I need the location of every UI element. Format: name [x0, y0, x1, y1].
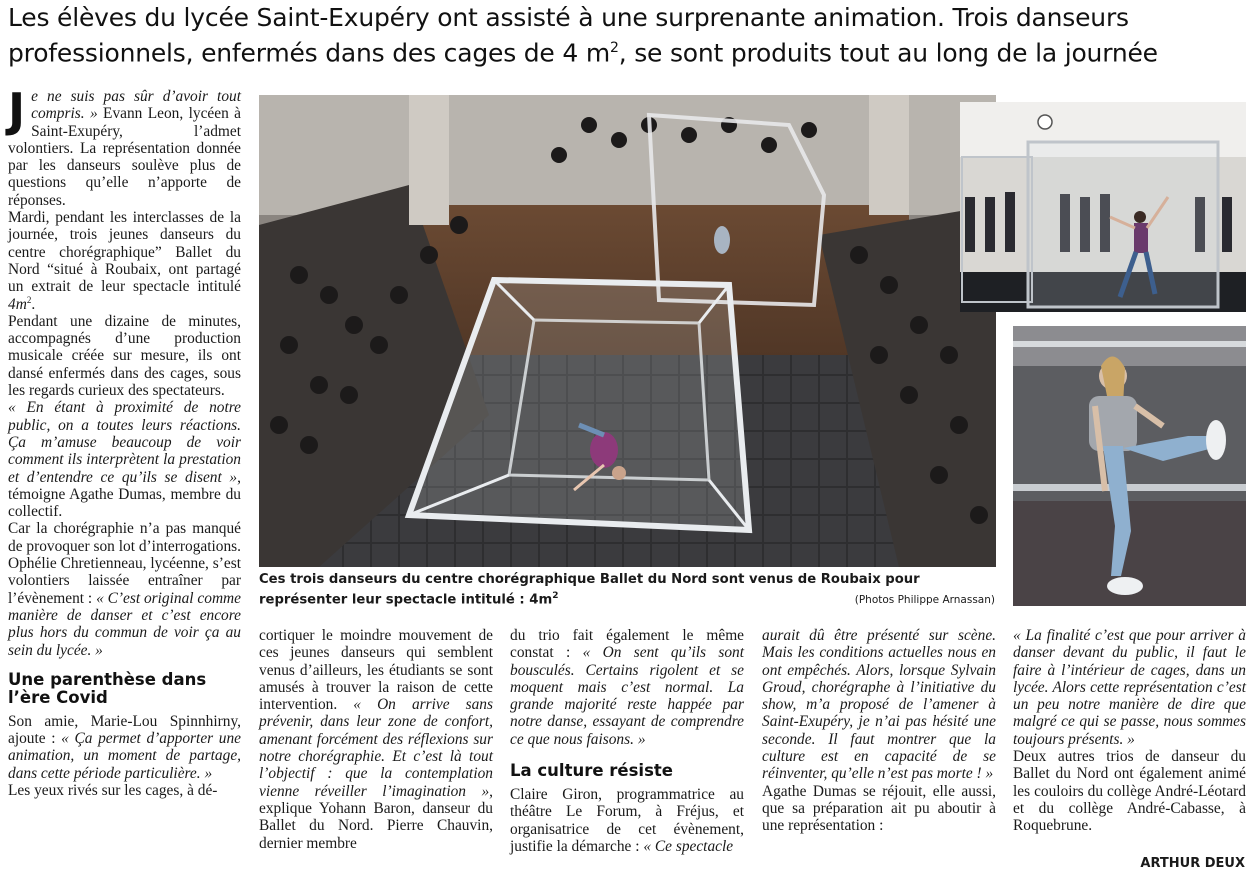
caption-text: Ces trois danseurs du centre chorégraphique Ballet du Nord sont venus de Roubaix pour représenter leur spectacle intitulé : 4m	[259, 572, 920, 608]
paragraph-6	[8, 713, 241, 782]
paragraph-5-text: Car la chorégraphie n’a pas manqué de provoquer son lot d’interrogations. Ophélie Chretienneau, lycéenne, s’est volontiers laissée entraîner par l’évènement :	[8, 520, 241, 607]
article-column-1	[8, 83, 242, 799]
column-4-paragraph-2: Agathe Dumas se réjouit, elle aussi, que sa préparation ait pu aboutir à une représentation :	[762, 782, 996, 835]
drop-cap: J	[8, 83, 26, 137]
quote-pierre: « On sent qu’ils sont bousculés. Certains rigolent et se moquent mais c’est normal. La grande majorité reste happée par notre danse, essayant de comprendre ce que nous faisons. »	[510, 644, 744, 748]
column-3-paragraph	[510, 627, 744, 748]
intro-paragraph	[8, 83, 242, 209]
main-photo	[259, 95, 996, 567]
paragraph-2-text: Mardi, pendant les interclasses de la journée, trois jeunes danseurs du centre chorégraphique” Ballet du Nord “situé à Roubaix, ont partagé un extrait de leur spectacle intitulé	[8, 209, 241, 296]
headline-line-2a: professionnels, enfermés dans des cages de 4 m	[8, 38, 610, 68]
author-byline: ARTHUR DEUX	[1140, 856, 1245, 871]
quote-ophelie: « C’est original comme manière de danser et c’est encore plus hors du commun de voir ça au sein du lycée. »	[8, 589, 242, 659]
subheading-culture: La culture résiste	[510, 761, 673, 781]
main-photo-illustration	[259, 95, 996, 567]
paragraph-2	[8, 209, 241, 313]
paragraph-2-end: .	[31, 295, 36, 313]
article-column-3	[510, 627, 744, 855]
quote-evann: e ne suis pas sûr d’avoir tout compris. »	[31, 88, 241, 123]
paragraph-4	[8, 399, 241, 520]
headline	[8, 2, 1248, 68]
article-column-2	[259, 627, 493, 852]
column-3-text-2: Claire Giron, programmatrice au théâtre Le Forum, à Fréjus, et organisatrice de cet évènement, justifie la démarche :	[510, 786, 744, 855]
headline-line-1: Les élèves du lycée Saint-Exupéry ont assisté à une surprenante animation. Trois danseurs	[8, 3, 1129, 32]
column-3-paragraph-2	[510, 786, 744, 855]
quote-claire-start: « Ce spectacle	[643, 837, 734, 855]
headline-line-2	[8, 33, 1248, 68]
headline-sup: 2	[609, 40, 619, 56]
article-column-5	[1013, 627, 1246, 835]
quote-claire-continued: aurait dû être présenté sur scène. Mais les conditions actuelles nous en ont empêchés. Alors, lorsque Sylvain Groud, chorégraphe à l’initiative du show, m’a proposé de l’amener à Saint-Exupéry, je n’ai pas hésité une seconde. Il faut montrer que la culture est en capacité de se réinventer, qu’elle n’est pas morte ! »	[762, 627, 996, 783]
photo-credit: (Photos Philippe Arnassan)	[854, 594, 995, 606]
photo-top-right-illustration	[960, 102, 1246, 312]
article-column-4	[762, 627, 996, 835]
quote-agathe-2: « La finalité c’est que pour arriver à danser devant du public, il faut le faire à l’intérieur de cages, dans un lycée. Alors cette représentation c’est un peu notre manière de dire que malgré ce qui se passe, nous sommes toujours présents. »	[1013, 627, 1246, 748]
show-title-sup: 2	[26, 294, 32, 305]
quote-agathe: « En étant à proximité de notre public, on a toutes leurs réactions. Ça m’amuse beaucoup de voir comment ils interprètent la prestation et d’entendre ce qu’ils se disent »	[8, 399, 241, 486]
photo-bottom-right	[1013, 326, 1246, 606]
quote-yohann: « On arrive sans prévenir, dans leur zone de confort, amenant forcément des réflexions sur notre chorégraphie. Et c’est là tout l’objectif : que la contemplation vienne réveiller l’imagination »	[259, 696, 493, 800]
paragraph-5	[8, 520, 241, 658]
caption-sup: 2	[552, 591, 559, 601]
column-2-rest: , explique Yohann Baron, danseur du Ballet du Nord. Pierre Chauvin, dernier membre	[259, 782, 493, 852]
photo-bottom-right-illustration	[1013, 326, 1246, 606]
paragraph-4-text: , témoigne Agathe Dumas, membre du collectif.	[8, 468, 241, 521]
quote-marie-lou: « Ça permet d’apporter une animation, un moment de partage, dans cette période particulière. »	[8, 730, 241, 782]
column-2-text: cortiquer le moindre mouvement de ces jeunes danseurs qui semblent venus d’ailleurs, les étudiants se sont amusés à trouver la raison de cette intervention.	[259, 627, 493, 714]
column-3-text: du trio fait également le même constat :	[510, 627, 744, 662]
column-5-paragraph-2: Deux autres trios de danseur du Ballet du Nord ont également animé les couloirs du collège André-Léotard et du collège André-Cabasse, à Roquebrune.	[1013, 748, 1246, 835]
subheading-covid: Une parenthèse dans l’ère Covid	[8, 669, 207, 707]
column-2-paragraph	[259, 627, 493, 852]
paragraph-3: Pendant une dizaine de minutes, accompagnés d’une production musicale créée sur mesure, ils ont dansé enfermés dans des cages, sous les regards curieux des spectateurs.	[8, 312, 241, 400]
paragraph-7: Les yeux rivés sur les cages, à dé-	[8, 781, 218, 799]
intro-text: Evann Leon, lycéen à Saint-Exupéry, l’admet volontiers. La représentation donnée par les danseurs soulève plus de questions qu’elle n’apporte de réponses.	[8, 105, 242, 209]
photo-top-right	[960, 102, 1246, 312]
show-title: 4m	[8, 295, 27, 313]
paragraph-6-text: Son amie, Marie-Lou Spinnhirny, ajoute :	[8, 712, 241, 748]
headline-line-2b: , se sont produits tout au long de la journée	[618, 38, 1158, 68]
